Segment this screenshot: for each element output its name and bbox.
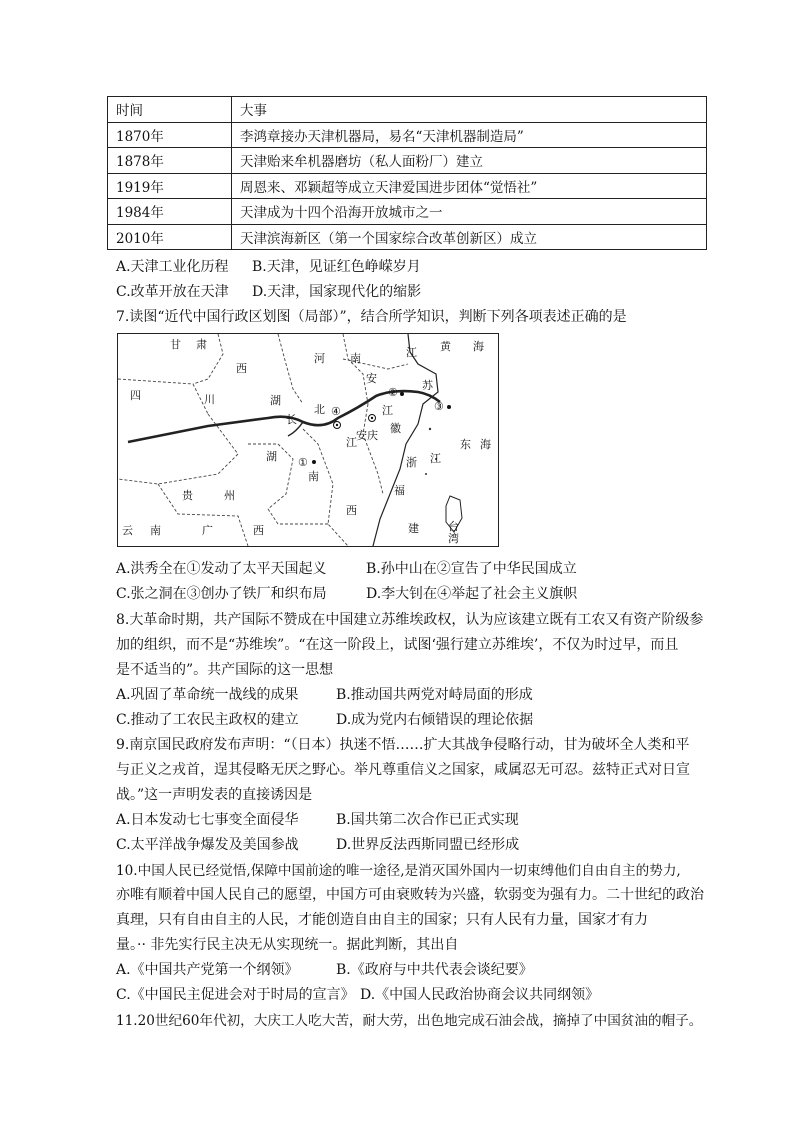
map-label: 四 [130,389,141,402]
q6-option-d: D.天津，国家现代化的缩影 [252,284,422,300]
map-label: 江 [382,404,393,417]
row-event: 李鸿章接办天津机器局，易名“天津机器制造局” [232,122,707,148]
map-label: 台 [448,520,459,533]
map-label: 甘 [170,338,181,351]
row-year: 1870年 [108,122,232,148]
table-header-row [108,97,707,123]
map-label: 长 [286,413,297,426]
map-label: 建 [408,522,419,535]
row-event: 天津滨海新区（第一个国家综合改革创新区）成立 [232,224,707,250]
map-label: 西 [253,524,264,537]
marker-3-dot [447,405,451,409]
q9-option-c: C.太平洋战争爆发及美国参战 [116,837,299,853]
row-event: 周恩来、邓颖超等成立天津爱国进步团体“觉悟社” [232,173,707,199]
q8-option-b: B.推动国共两党对峙局面的形成 [336,687,533,703]
map-label: 湖 [266,450,277,463]
row-year: 1919年 [108,173,232,199]
map-label: 浙 [406,456,417,469]
marker-3-label: ③ [434,400,444,413]
map-label: 福 [394,484,405,497]
q9-line-3: 战。”这一声明发表的直接诱因是 [116,787,313,803]
table-row [108,122,707,148]
map-label: 北 [314,403,325,416]
map-label: 河 [314,352,325,365]
map-svg [118,334,498,546]
q10-line-1: 10.中国人民已经觉悟,保障中国前途的唯一途径,是消灭国外国内一切束缚他们自由自主的势力, [116,863,681,879]
q8-line-3: 是不适当的”。共产国际的这一思想 [116,662,334,678]
map-label: 西 [346,504,357,517]
map-label: 肃 [196,338,207,351]
q10-option-b: B.《政府与中共代表会谈纪要》 [336,962,533,978]
map-label: 安 [366,372,377,385]
map-label: 海 [480,438,491,451]
q9-line-1: 9.南京国民政府发布声明：“（日本）执迷不悟……扩大其战争侵略行动，甘为破坏全人类和平 [116,737,690,753]
q8-line-2: 加的组织，而不是“苏维埃”。“在这一阶段上，试图‘强行建立苏维埃’，不仅为时过早，而且 [116,637,679,653]
q7-option-b: B.孙中山在②宣告了中华民国成立 [366,561,577,577]
map-label: 江 [430,452,441,465]
q7-option-a: A.洪秀全在①发动了太平天国起义 [116,561,327,577]
q10-option-a: A.《中国共产党第一个纲领》 [116,962,299,978]
map-label: 广 [202,524,213,537]
row-year: 1984年 [108,199,232,225]
map-label: 东 [460,438,471,451]
q9-line-2: 与正义之戎首，逞其侵略无厌之野心。举凡尊重信义之国家，咸属忍无可忍。兹特正式对日宣 [116,762,690,778]
marker-1-label: ① [298,456,308,469]
map-label: 川 [204,393,215,406]
q6-option-c: C.改革开放在天津 [116,284,229,300]
q7-option-c: C.张之洞在③创办了铁厂和织布局 [116,586,327,602]
q9-option-a: A.日本发动七七事变全面侵华 [116,812,299,828]
map-label: 江 [406,346,417,359]
map-label: 黄 [440,340,451,353]
table-row [108,148,707,174]
row-year: 1878年 [108,148,232,174]
map-label: 贵 [182,489,193,502]
q8-line-1: 8.大革命时期，共产国际不赞成在中国建立苏维埃政权，认为应该建立既有工农又有资产阶级参 [116,612,704,628]
map-label: 南 [308,470,319,483]
map-label: 苏 [422,379,433,392]
events-table [107,96,707,250]
map-label: 云 [122,524,133,537]
q9-option-d: D.世界反法西斯同盟已经形成 [336,837,520,853]
map-label: 州 [224,489,235,502]
row-year: 2010年 [108,224,232,250]
map-label: 南 [150,524,161,537]
row-event: 天津贻来牟机器磨坊（私人面粉厂）建立 [232,148,707,174]
marker-2-dot [400,392,404,396]
q8-option-c: C.推动了工农民主政权的建立 [116,712,299,728]
marker-2-label: ② [388,386,398,399]
map-label: 徽 [390,422,401,435]
map-label: 湖 [270,394,281,407]
q10-option-d: D.《中国人民政治协商会议共同纲领》 [360,987,600,1003]
marker-4-label: ④ [331,405,341,418]
q8-option-a: A.巩固了革命统一战线的成果 [116,687,299,703]
q7-option-d: D.李大钊在④举起了社会主义旗帜 [366,586,578,602]
q10-line-3: 真理，只有自由自主的人民，才能创造自由自主的国家；只有人民有力量，国家才有力 [116,912,648,928]
map-label: 西 [236,362,247,375]
header-time: 时间 [108,97,232,123]
q10-option-c: C.《中国民主促进会对于时局的宣言》 [116,987,355,1003]
table-row [108,199,707,225]
china-map [117,333,499,547]
q8-option-d: D.成为党内右倾错误的理论依据 [336,712,534,728]
table-row [108,173,707,199]
q10-line-4: 量。·· 非先实行民主决无从实现统一。据此判断，其出自 [116,937,459,953]
q6-option-a: A.天津工业化历程 [116,259,229,275]
q11-stem: 11.20世纪60年代初，大庆工人吃大苦，耐大劳，出色地完成石油会战，摘掉了中国贫油的帽子。 [116,1013,703,1029]
header-event: 大事 [232,97,707,123]
map-label: 海 [473,340,484,353]
q7-stem: 7.读图“近代中国行政区划图（局部）”，结合所学知识，判断下列各项表述正确的是 [116,309,627,325]
table-row [108,224,707,250]
q9-option-b: B.国共第二次合作已正式实现 [336,812,519,828]
q6-option-b: B.天津，见证红色峥嵘岁月 [252,259,421,275]
row-event: 天津成为十四个沿海开放城市之一 [232,199,707,225]
map-label: 江 [346,436,357,449]
map-label: 湾 [448,532,459,545]
marker-1-dot [312,460,316,464]
map-label: 安庆 [356,429,378,442]
q10-line-2: 亦唯有顺着中国人民自己的愿望，中国方可由衰败转为兴盛，软弱变为强有力。二十世纪的政治 [116,887,704,903]
map-label: 南 [350,352,361,365]
